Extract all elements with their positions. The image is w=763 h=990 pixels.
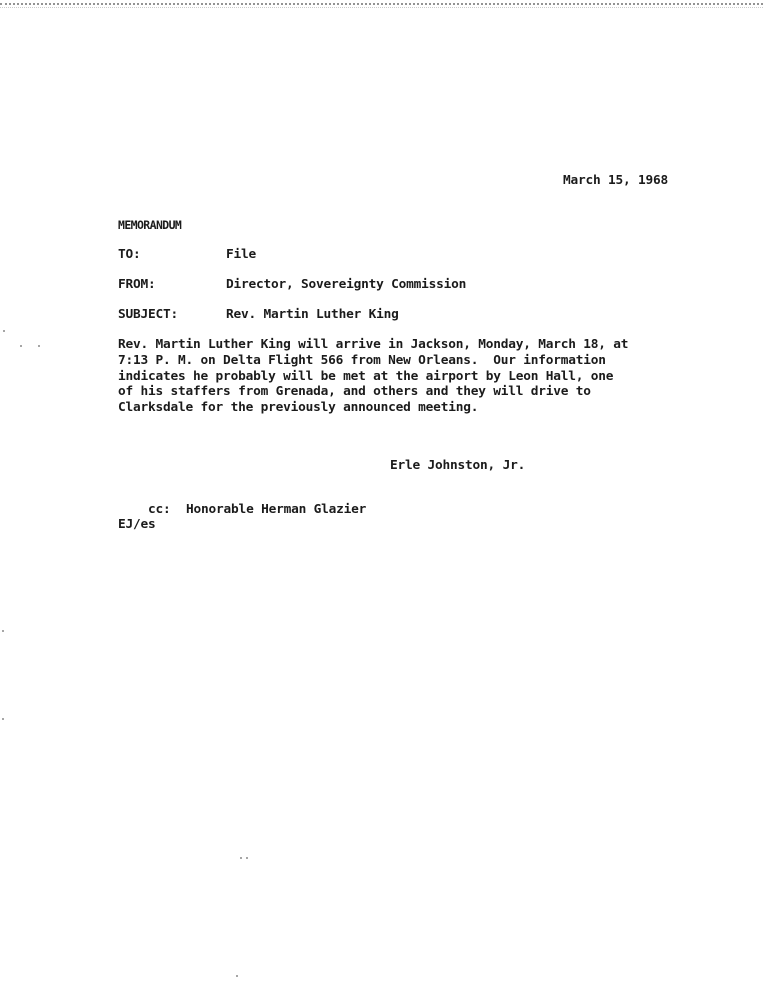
body-line-3: indicates he probably will be met at the airport by Leon Hall, one <box>118 368 614 384</box>
typist-initials: EJ/es <box>118 517 156 532</box>
scan-speck <box>236 975 238 977</box>
memo-body <box>118 337 628 416</box>
subject-label: SUBJECT: <box>118 307 179 322</box>
scan-speck <box>38 345 40 347</box>
body-line-2: 7:13 P. M. on Delta Flight 566 from New Orleans. Our information <box>118 352 606 368</box>
scan-edge-top <box>0 3 763 5</box>
cc-value: Honorable Herman Glazier <box>186 502 367 517</box>
body-line-1: Rev. Martin Luther King will arrive in Jackson, Monday, March 18, at <box>118 337 629 352</box>
scan-speck <box>246 857 248 859</box>
signature: Erle Johnston, Jr. <box>390 458 526 473</box>
from-label: FROM: <box>118 277 156 292</box>
memo-date: March 15, 1968 <box>563 173 669 188</box>
from-value: Director, Sovereignty Commission <box>226 277 467 292</box>
scan-speck <box>20 345 22 347</box>
cc-label: cc: <box>148 502 171 517</box>
scan-speck <box>240 857 242 859</box>
to-value: File <box>226 247 257 262</box>
subject-value: Rev. Martin Luther King <box>226 307 399 322</box>
scan-edge-top-secondary <box>0 7 763 8</box>
scan-speck <box>3 330 5 332</box>
body-line-5: Clarksdale for the previously announced meeting. <box>118 400 479 416</box>
body-line-4: of his staffers from Grenada, and others and they will drive to <box>118 384 591 400</box>
scan-speck <box>2 718 4 720</box>
to-label: TO: <box>118 247 141 262</box>
memo-title: MEMORANDUM <box>118 218 182 232</box>
scan-speck <box>2 630 4 632</box>
